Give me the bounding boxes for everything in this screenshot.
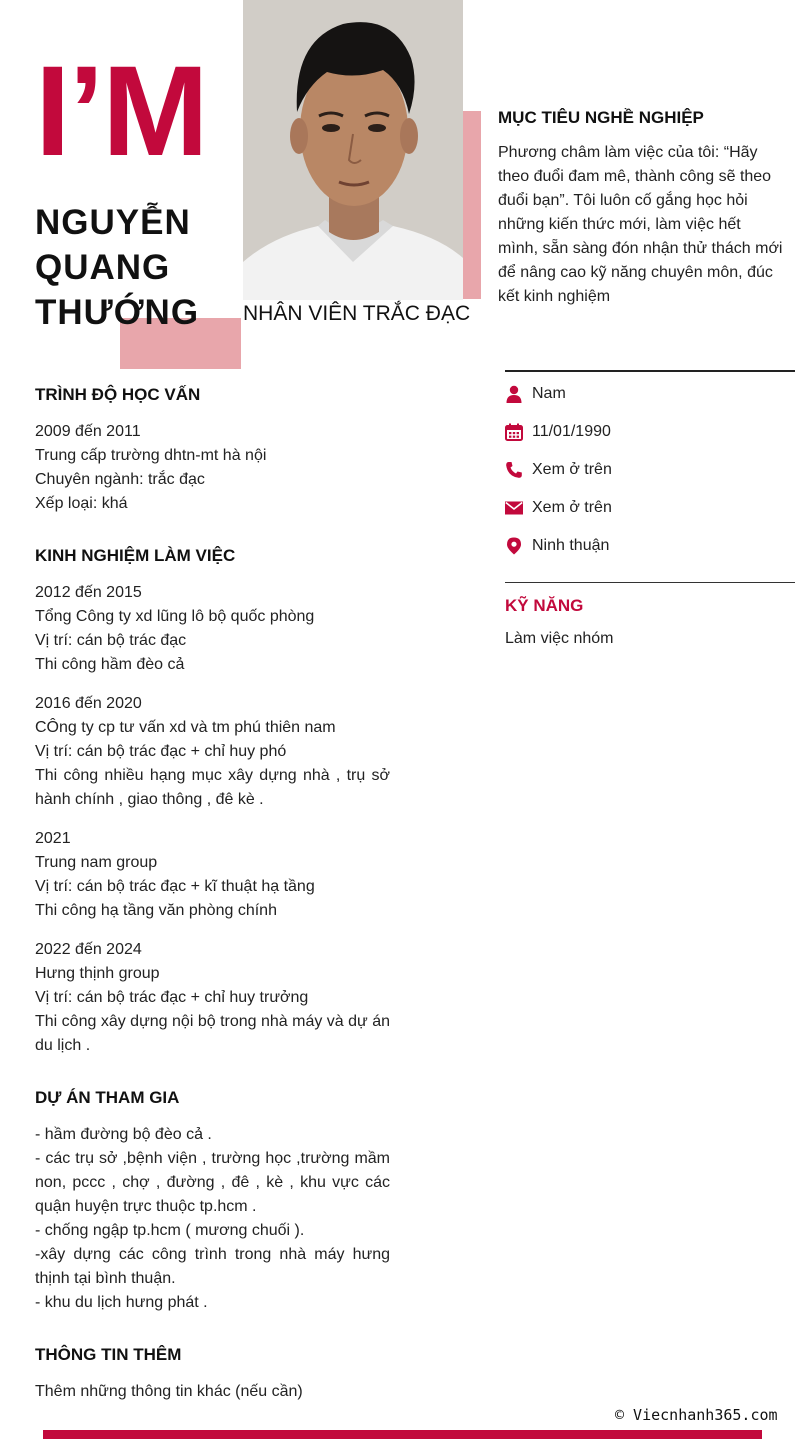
- experience-entry: [35, 692, 390, 812]
- location-pin-icon: [505, 537, 523, 555]
- phone-icon: [505, 461, 523, 479]
- experience-company: Tổng Công ty xd lũng lô bộ quốc phòng: [35, 608, 315, 625]
- experience-company: Hưng thịnh group: [35, 965, 160, 982]
- birthday-row: [505, 420, 611, 444]
- education-school: Trung cấp trường dhtn-mt hà nội: [35, 447, 267, 464]
- experience-heading: KINH NGHIỆM LÀM VIỆC: [35, 546, 236, 565]
- mail-icon: [505, 499, 523, 517]
- gender-value: Nam: [532, 385, 566, 402]
- decor-block-photo: [463, 111, 481, 299]
- project-item: - chống ngập tp.hcm ( mương chuối ).: [35, 1222, 305, 1239]
- education-grade: Xếp loại: khá: [35, 495, 128, 512]
- name-line: QUANG: [35, 248, 171, 287]
- education-heading: TRÌNH ĐỘ HỌC VẤN: [35, 385, 201, 404]
- skill-item: Làm việc nhóm: [505, 630, 614, 647]
- project-item: -xây dựng các công trình trong nhà máy hưng thịnh tại bình thuận.: [35, 1246, 390, 1287]
- experience-position: Vị trí: cán bộ trác đạc: [35, 632, 187, 649]
- experience-desc: Thi công nhiều hạng mục xây dựng nhà , trụ sở hành chính , giao thông , đê kè .: [35, 767, 390, 808]
- experience-company: Trung nam group: [35, 854, 158, 871]
- person-icon: [505, 385, 523, 403]
- projects-list: [35, 1123, 390, 1315]
- education-block: [35, 420, 390, 516]
- phone-value: Xem ở trên: [532, 461, 612, 478]
- phone-row: [505, 458, 612, 482]
- gender-row: [505, 382, 566, 406]
- experience-desc: Thi công hạ tầng văn phòng chính: [35, 902, 277, 919]
- experience-period: 2016 đến 2020: [35, 695, 142, 712]
- name-line: NGUYỄN: [35, 203, 191, 242]
- project-item: - hầm đường bộ đèo cả .: [35, 1126, 212, 1143]
- experience-position: Vị trí: cán bộ trác đạc + chỉ huy phó: [35, 743, 287, 760]
- project-item: - các trụ sở ,bệnh viện , trường học ,trường mầm non, pccc , chợ , đường , đê , kè , khu vực các quận huyện trực thuộc tp.hcm .: [35, 1150, 390, 1215]
- birthday-value: 11/01/1990: [532, 423, 611, 440]
- experience-position: Vị trí: cán bộ trác đạc + chỉ huy trưởng: [35, 989, 309, 1006]
- extra-info-heading: THÔNG TIN THÊM: [35, 1345, 182, 1364]
- experience-position: Vị trí: cán bộ trác đạc + kĩ thuật hạ tầng: [35, 878, 315, 895]
- projects-heading: DỰ ÁN THAM GIA: [35, 1088, 180, 1107]
- address-value: Ninh thuận: [532, 537, 610, 554]
- divider: [505, 582, 795, 583]
- education-major: Chuyên ngành: trắc đạc: [35, 471, 205, 488]
- objective-heading: MỤC TIÊU NGHỀ NGHIỆP: [498, 108, 704, 127]
- experience-period: 2021: [35, 830, 71, 847]
- copyright-text: © Viecnhanh365.com: [615, 1406, 778, 1424]
- experience-period: 2012 đến 2015: [35, 584, 142, 601]
- experience-company: CÔng ty cp tư vấn xd và tm phú thiên nam: [35, 719, 336, 736]
- experience-period: 2022 đến 2024: [35, 941, 142, 958]
- education-period: 2009 đến 2011: [35, 423, 141, 440]
- email-row: [505, 496, 612, 520]
- footer-bar: [43, 1430, 762, 1439]
- extra-info-text: Thêm những thông tin khác (nếu cần): [35, 1383, 303, 1400]
- email-value: Xem ở trên: [532, 499, 612, 516]
- logo-im: I’M: [35, 40, 207, 183]
- calendar-icon: [505, 423, 523, 441]
- job-title: NHÂN VIÊN TRẮC ĐẠC: [243, 302, 471, 325]
- name-line: THƯỚNG: [35, 293, 200, 332]
- experience-entry: [35, 827, 390, 923]
- candidate-name: [35, 200, 245, 335]
- divider: [505, 370, 795, 372]
- experience-desc: Thi công xây dựng nội bộ trong nhà máy và dự án du lịch .: [35, 1013, 390, 1054]
- experience-desc: Thi công hầm đèo cả: [35, 656, 185, 673]
- experience-entry: [35, 581, 390, 677]
- profile-photo: [243, 0, 463, 300]
- objective-text: Phương châm làm việc của tôi: “Hãy theo đuổi đam mê, thành công sẽ theo đuổi bạn”. Tôi luôn cố gắng học hỏi những kiến thức mới, làm việc hết mình, sẵn sàng đón nhận thử thách mới để nâng cao kỹ năng chuyên môn, đúc kết kinh nghiệm: [498, 144, 783, 305]
- address-row: [505, 534, 609, 558]
- experience-entry: [35, 938, 390, 1058]
- project-item: - khu du lịch hưng phát .: [35, 1294, 208, 1311]
- skills-heading: KỸ NĂNG: [505, 596, 584, 615]
